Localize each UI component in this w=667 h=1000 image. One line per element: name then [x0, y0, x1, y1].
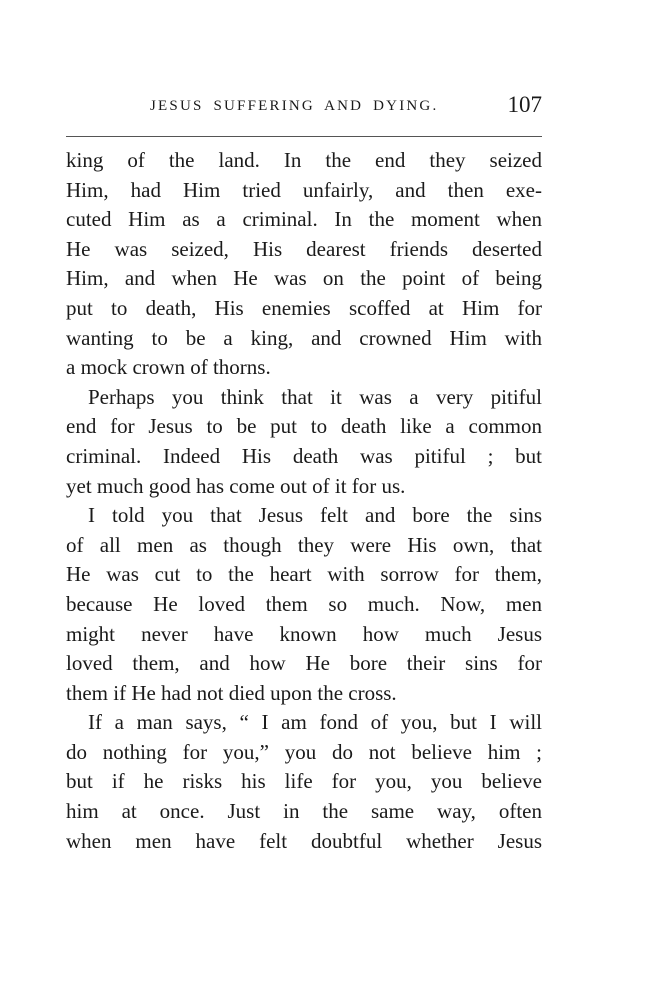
- text-line: cuted Him as a criminal. In the moment when: [66, 207, 542, 232]
- text-line: them if He had not died upon the cross.: [66, 680, 397, 705]
- text-line: criminal. Indeed His death was pitiful ; but: [66, 443, 542, 468]
- text-line: of all men as though they were His own, that: [66, 532, 542, 557]
- text-line: wanting to be a king, and crowned Him with: [66, 325, 542, 350]
- paragraph: [66, 146, 542, 383]
- text-line: but if he risks his life for you, you believe: [66, 769, 542, 794]
- text-line: when men have felt doubtful whether Jesus: [66, 828, 542, 853]
- text-line: Perhaps you think that it was a very pitiful: [88, 384, 542, 409]
- running-title: JESUS SUFFERING AND DYING.: [150, 98, 439, 114]
- text-line: king of the land. In the end they seized: [66, 148, 542, 172]
- text-line: loved them, and how He bore their sins for: [66, 651, 542, 676]
- text-line: him at once. Just in the same way, often: [66, 799, 542, 824]
- text-line: put to death, His enemies scoffed at Him for: [66, 295, 542, 320]
- text-line: He was seized, His dearest friends deserted: [66, 236, 542, 261]
- text-line: If a man says, “ I am fond of you, but I will: [88, 710, 542, 735]
- paragraph: [66, 383, 542, 501]
- text-line: Him, and when He was on the point of being: [66, 266, 542, 291]
- text-line: might never have known how much Jesus: [66, 621, 542, 646]
- body-text: [66, 146, 542, 856]
- text-line: a mock crown of thorns.: [66, 355, 271, 380]
- header-rule: [66, 136, 542, 137]
- text-line: because He loved them so much. Now, men: [66, 591, 542, 616]
- paragraph: [66, 708, 542, 856]
- text-line: yet much good has come out of it for us.: [66, 473, 406, 498]
- text-line: He was cut to the heart with sorrow for them,: [66, 562, 542, 587]
- running-head: [66, 92, 542, 122]
- page-number: 107: [507, 92, 542, 117]
- text-line: I told you that Jesus felt and bore the sins: [88, 503, 542, 528]
- text-line: do nothing for you,” you do not believe him ;: [66, 739, 542, 764]
- text-line: Him, had Him tried unfairly, and then exe-: [66, 177, 542, 202]
- paragraph: [66, 501, 542, 708]
- text-line: end for Jesus to be put to death like a common: [66, 414, 542, 439]
